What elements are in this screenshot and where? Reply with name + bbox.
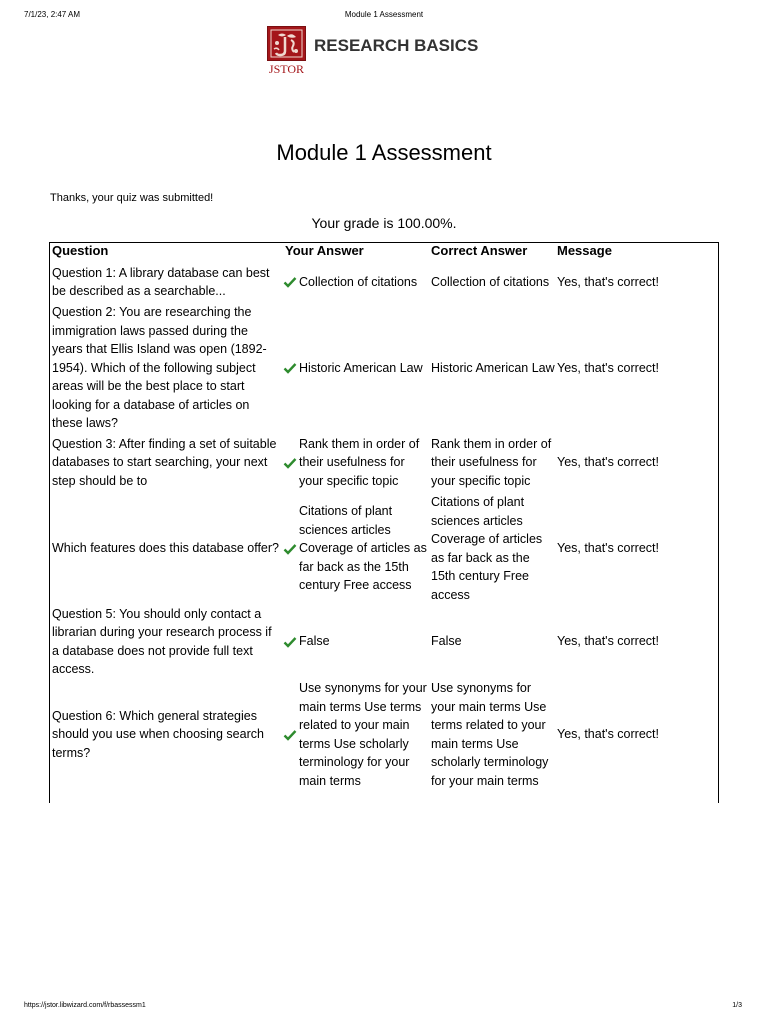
table-row [50,303,718,433]
your-answer-cell [283,493,429,605]
check-icon [283,362,297,374]
your-answer-text: False [299,634,330,649]
your-answer-text: Historic American Law [299,360,423,375]
question-cell: Which features does this database offer? [52,541,279,556]
correct-answer-cell: False [431,634,462,649]
check-icon [283,543,297,555]
question-cell: Question 3: After finding a set of suitable databases to start searching, your next step should be to [52,436,277,488]
table-header-row [50,243,718,261]
table-row [50,493,718,605]
page-title: Module 1 Assessment [276,140,492,165]
jstor-logo-icon [267,26,306,61]
table-row [50,605,718,679]
message-cell: Yes, that's correct! [557,360,659,375]
print-date: 7/1/23, 2:47 AM [24,10,81,19]
correct-answer-cell: Rank them in order of their usefulness for your specific topic [431,436,552,488]
check-icon [283,636,297,648]
check-icon [283,276,297,288]
header-message: Message [557,243,612,258]
print-title: Module 1 Assessment [344,10,424,19]
check-icon [283,729,297,741]
question-cell: Question 5: You should only contact a librarian during your research process if a database does not provide full text access. [52,606,272,676]
header-correct-answer: Correct Answer [431,243,528,258]
correct-answer-cell: Citations of plant sciences articles Coverage of articles as far back as the 15th century Free access [431,495,543,602]
question-cell: Question 6: Which general strategies should you use when choosing search terms? [52,708,264,760]
your-answer-cell [283,303,429,433]
jstor-logo-text: JSTOR [268,62,305,76]
table-row [50,261,718,303]
grade-text: Your grade is 100.00%. [311,215,457,231]
correct-answer-cell: Use synonyms for your main terms Use terms related to your main terms Use scholarly terminology for your main terms [431,681,549,788]
your-answer-cell [283,605,429,679]
your-answer-cell [283,679,429,791]
header-your-answer: Your Answer [285,243,364,258]
message-cell: Yes, that's correct! [557,455,659,470]
your-answer-cell [283,261,429,303]
question-cell: Question 1: A library database can best be described as a searchable... [52,265,270,298]
message-cell: Yes, that's correct! [557,634,659,649]
results-table-container [49,242,719,803]
message-cell: Yes, that's correct! [557,727,659,742]
table-row [50,679,718,791]
your-answer-text: Rank them in order of their usefulness for your specific topic [299,436,420,488]
page-indicator: 1/3 [732,1002,742,1009]
results-table [50,243,718,791]
brand-title: RESEARCH BASICS [314,36,479,55]
message-cell: Yes, that's correct! [557,274,659,289]
table-row [50,433,718,493]
header-question: Question [52,243,109,258]
question-cell: Question 2: You are researching the immigration laws passed during the years that Ellis Island was open (1892-1954). Which of the following subject areas will be the best place to start looking for a database of articles on these laws? [52,305,267,430]
correct-answer-cell: Collection of citations [431,274,550,289]
your-answer-text: Citations of plant sciences articles Coverage of articles as far back as the 15th century Free access [299,504,427,593]
correct-answer-cell: Historic American Law [431,360,555,375]
your-answer-text: Use synonyms for your main terms Use terms related to your main terms Use scholarly terminology for your main terms [299,681,427,788]
message-cell: Yes, that's correct! [557,541,659,556]
your-answer-cell [283,433,429,493]
page-url[interactable]: https://jstor.libwizard.com/f/rbassessm1 [24,1002,146,1009]
submitted-message: Thanks, your quiz was submitted! [50,192,214,204]
your-answer-text: Collection of citations [299,274,418,289]
check-icon [283,457,297,469]
